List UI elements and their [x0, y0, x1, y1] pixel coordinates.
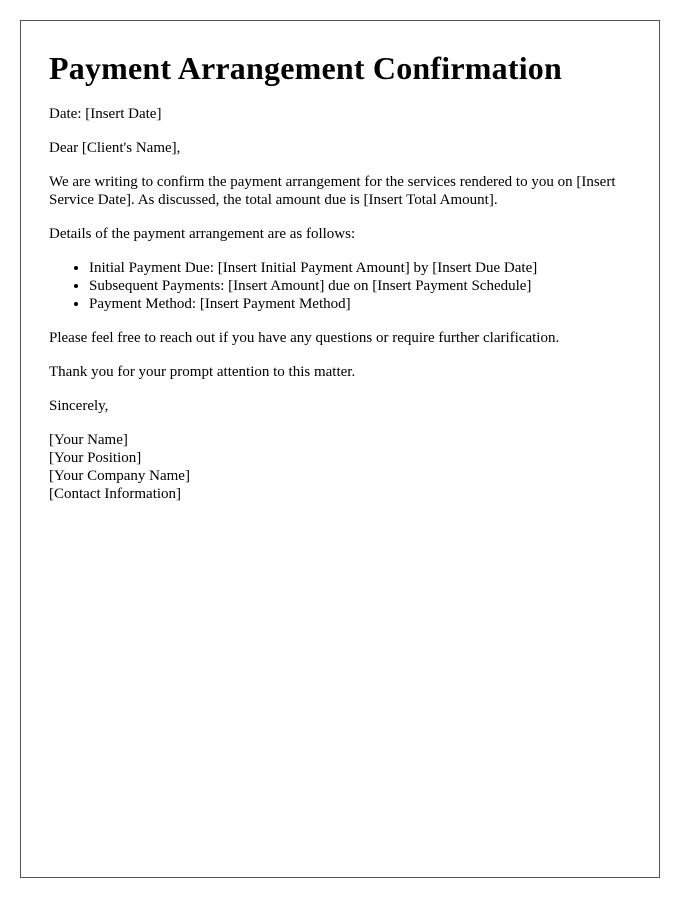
salutation: Dear [Client's Name],: [49, 140, 181, 157]
date-line: Date: [Insert Date]: [49, 106, 162, 123]
letter-title: Payment Arrangement Confirmation: [49, 50, 562, 86]
signature-company: [Your Company Name]: [49, 468, 190, 485]
detail-payment-method: • Payment Method: [Insert Payment Method]: [89, 295, 631, 313]
payment-details-list: [49, 259, 631, 313]
intro-paragraph: We are writing to confirm the payment arrangement for the services rendered to you on [Insert Service Date]. As discussed, the total amount due is [Insert Total Amount].: [49, 174, 616, 209]
details-heading: Details of the payment arrangement are as follows:: [49, 226, 356, 243]
detail-subsequent-payments: • Subsequent Payments: [Insert Amount] due on [Insert Payment Schedule]: [89, 277, 631, 295]
signature-block: [49, 431, 631, 503]
closing: Sincerely,: [49, 398, 109, 415]
letter-page: [20, 20, 660, 878]
signature-position: [Your Position]: [49, 450, 142, 467]
thanks-paragraph: Thank you for your prompt attention to this matter.: [49, 364, 356, 381]
detail-initial-payment: • Initial Payment Due: [Insert Initial Payment Amount] by [Insert Due Date]: [89, 259, 631, 277]
signature-name: [Your Name]: [49, 432, 128, 449]
questions-paragraph: Please feel free to reach out if you have any questions or require further clarification.: [49, 330, 560, 347]
signature-contact: [Contact Information]: [49, 486, 182, 503]
